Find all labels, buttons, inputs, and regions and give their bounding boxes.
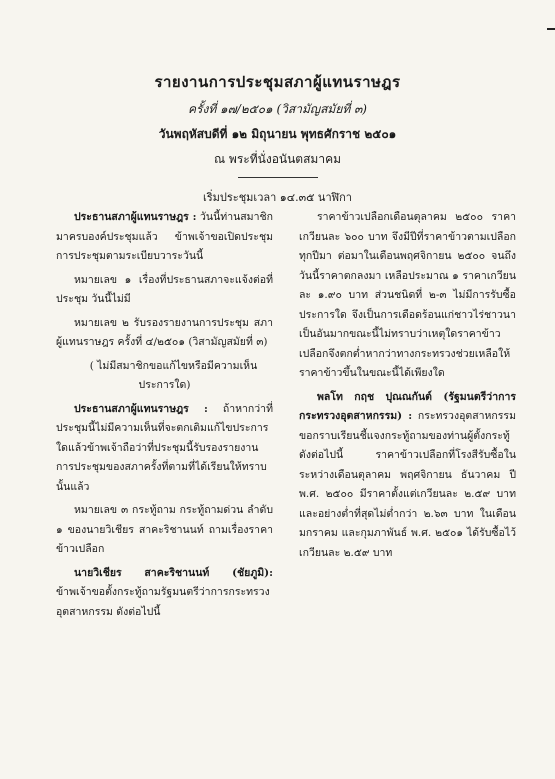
speaker-name: ประธานสภาผู้แทนราษฎร : [74,402,208,415]
paragraph-text: ราคาข้าวเปลือกเดือนตุลาคม ๒๕๐๐ ราคาเกวียนละ ๖๐๐ บาท จึงมีปีที่ราคาข้าวตามเปลือกทุกปีมา ต่อมาในเดือนพฤศจิกายน ๒๕๐๐ จนถึงวันนี้ราคาตกลงมา เหลือประมาณ ๑ ราคาเกวียนละ ๑.๙๐ บาท ส่วนชนิดที่ ๒-๓ ไม่มีการรับซื้อประการใด จึงเป็นการเดือดร้อนแก่ชาวไร่ชาวนาเป็นอันมากขณะนี้ไม่ทราบว่าเหตุใดราคาข้าวเปลือกจึงตกต่ำหากว่าทางกระทรวงช่วยเหลือให้ราคาข้าวขึ้นในขณะนี้ได้เพียงใด [299,211,516,379]
meeting-location: ณ พระที่นั่งอนันตสมาคม [213,152,342,166]
paragraph [299,388,516,564]
meeting-date: วันพฤหัสบดีที่ ๑๒ มิถุนายน พุทธศักราช ๒๕๐๑ [158,127,397,141]
start-time: เริ่มประชุมเวลา ๑๔.๓๕ นาฬิกา [203,191,352,204]
paragraph-text: ข้าพเจ้าขอตั้งกระทู้ถามรัฐมนตรีว่าการกระทรวงอุตสาหกรรม ดังต่อไปนี้ [56,586,270,618]
session-number: ครั้งที่ ๑๗/๒๕๐๑ (วิสามัญสมัยที่ ๓) [188,102,367,116]
right-column [299,208,516,626]
header-divider [238,177,318,178]
document-header [0,70,555,206]
speaker-name: ประธานสภาผู้แทนราษฎร : [74,211,197,223]
paragraph-text: วันนี้ท่านสมาชิกมาครบองค์ประชุมแล้ว ข้าพเจ้าขอเปิดประชุม การประชุมตามระเบียบวาระวันนี้ [56,211,273,262]
speaker-name: พลโท กฤช ปุณณกันต์ (รัฐมนตรีว่าการกระทรวงอุตสาหกรรม) : [299,390,516,422]
paragraph-text: หมายเลข ๑ เรื่องที่ประธานสภาจะแจ้งต่อที่ประชุม วันนี้ไม่มี [56,273,273,305]
paragraph [56,501,273,560]
paragraph-text: ถ้าหากว่าที่ประชุมนี้ไม่มีความเห็นที่จะตกเติมแก้ไขประการใดแล้วข้าพเจ้าถือว่าที่ประชุมนี้รับรองรายงานการประชุมของสภาครั้งที่ตามที่ได้เรียนให้ทราบนั้นแล้ว [56,402,273,493]
document-title: รายงานการประชุมสภาผู้แทนราษฎร [154,73,401,91]
speaker-name: นายวิเชียร สาคะริชานนท์ (ชัยภูมิ): [74,566,273,579]
paragraph [56,564,273,623]
paragraph [299,208,516,384]
left-column [56,208,273,626]
paragraph [56,400,273,498]
paragraph-text: หมายเลข ๓ กระทู้ถาม กระทู้ถามด่วน ลำดับ ๑ ของนายวิเชียร สาคะริชานนท์ ถามเรื่องราคาข้าวเปลือก [56,504,273,555]
paragraph-text: กระทรวงอุตสาหกรรมขอกราบเรียนชี้แจงกระทู้ถามของท่านผู้ตั้งกระทู้ดังต่อไปนี้ ราคาข้าวเปลือกที่โรงสีรับซื้อในระหว่างเดือนตุลาคม พฤศจิกายน ธันวาคม ปี พ.ศ. ๒๕๐๐ มีราคาตั้งแต่เกวียนละ ๒.๕๙ บาท และอย่างต่ำที่สุดไม่ต่ำกว่า ๒.๖๓ บาท ในเดือนมกราคม และกุมภาพันธ์ พ.ศ. ๒๕๐๑ ได้รับซื้อไว้เกวียนละ ๒.๕๙ บาท [299,410,516,559]
paragraph [56,271,273,310]
body-columns [56,208,516,626]
paragraph [56,314,273,353]
paragraph-text: หมายเลข ๒ รับรองรายงานการประชุม สภาผู้แทนราษฎร ครั้งที่ ๔/๒๕๐๑ (วิสามัญสมัยที่ ๓) [56,316,273,348]
page-edge-mark [547,28,555,30]
paragraph-text: ( ไม่มีสมาชิกขอแก้ไขหรือมีความเห็นประการใด) [89,359,258,391]
paragraph [56,357,273,396]
paragraph [56,208,273,267]
